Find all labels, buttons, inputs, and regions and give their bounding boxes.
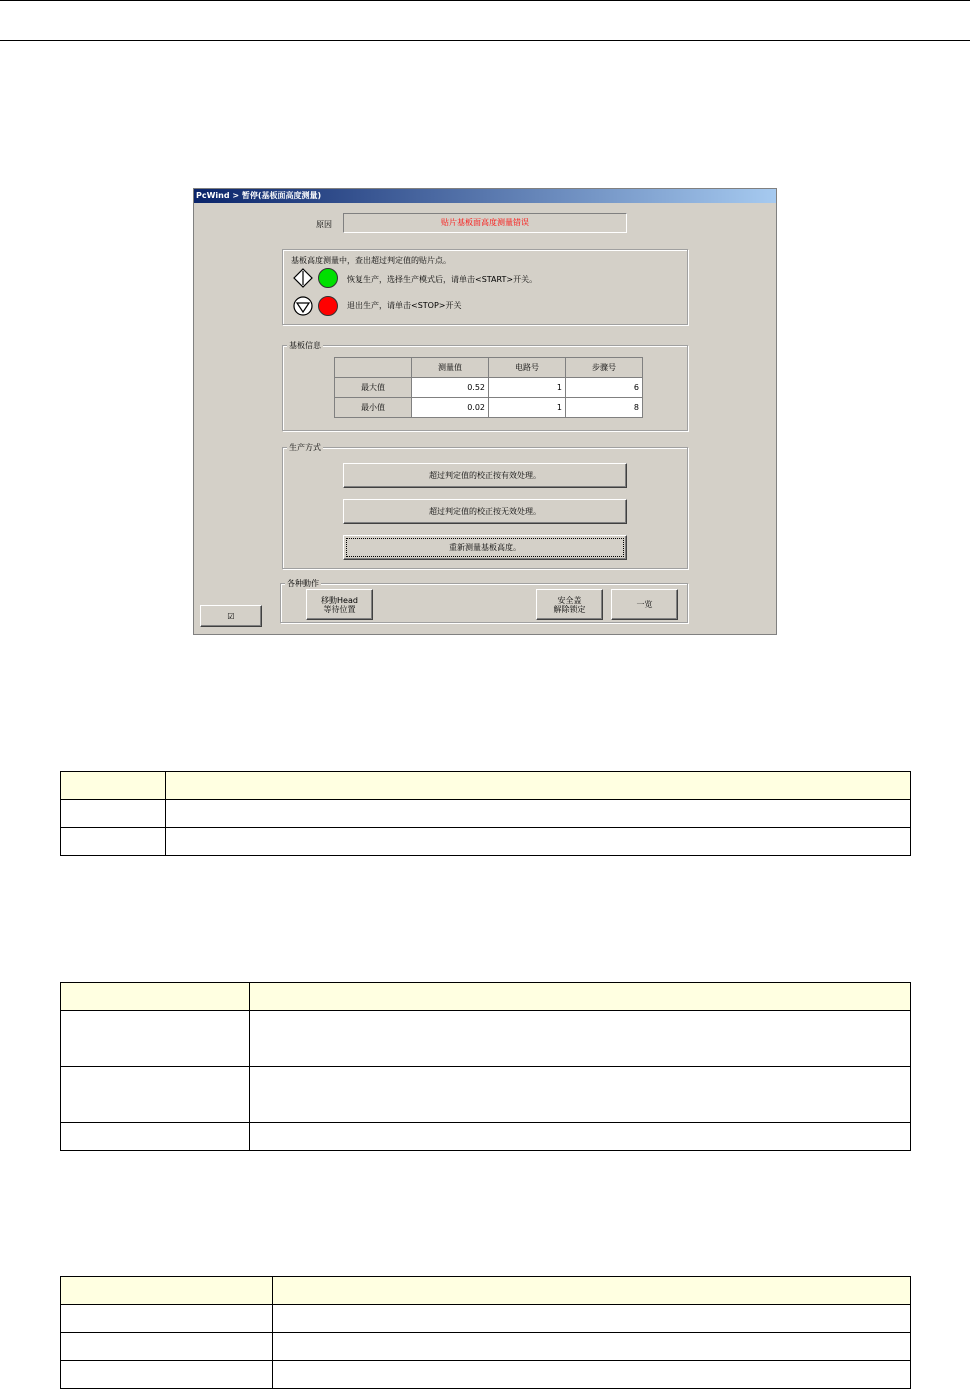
- top-rule: [0, 0, 970, 1]
- pause-dialog: [193, 188, 777, 635]
- table-cell: [250, 1011, 911, 1067]
- table-cell: [250, 983, 911, 1011]
- table-header-row: [61, 772, 911, 800]
- circuit-value: 1: [489, 378, 566, 398]
- table-cell: [61, 1333, 273, 1361]
- board-info-table: [334, 357, 643, 418]
- row-label: 最大值: [335, 378, 412, 398]
- dialog-title: PcWind > 暂停(基板面高度测量): [194, 189, 776, 203]
- measured-value: 0.52: [412, 378, 489, 398]
- table-cell: [250, 1123, 911, 1151]
- start-hint: 恢复生产，选择生产模式后，请单击<START>开关。: [347, 275, 538, 284]
- move-head-line2: 等待位置: [323, 604, 356, 614]
- table-cell: [250, 1067, 911, 1123]
- header-rule: [0, 40, 970, 41]
- table-header-row: [61, 983, 911, 1011]
- table-row: [61, 1123, 911, 1151]
- table-row: [61, 1333, 911, 1361]
- safety-line1: 安全盖: [557, 595, 582, 605]
- table-cell: [61, 1011, 250, 1067]
- board-info-header-blank: [335, 358, 412, 378]
- doc-table-2: [60, 982, 911, 1151]
- reason-field: 贴片基板面高度测量错误: [343, 213, 627, 233]
- table-cell: [61, 800, 166, 828]
- table-row: [61, 1067, 911, 1123]
- table-cell: [166, 828, 911, 856]
- table-cell: [166, 772, 911, 800]
- status-group: [282, 249, 688, 325]
- doc-table-1: [60, 771, 911, 856]
- doc-table-3: [60, 1276, 911, 1389]
- step-value: 6: [566, 378, 643, 398]
- table-row: [61, 828, 911, 856]
- table-cell: [273, 1361, 911, 1389]
- table-row: [61, 1305, 911, 1333]
- reason-label: 原因: [316, 220, 332, 229]
- measured-value: 0.02: [412, 398, 489, 418]
- table-cell: [61, 983, 250, 1011]
- stop-red-icon: [318, 296, 338, 316]
- safety-line2: 解除锁定: [553, 604, 586, 614]
- table-cell: [61, 1305, 273, 1333]
- invalid-correction-button[interactable]: 超过判定值的校正按无效处理。: [343, 499, 627, 524]
- circuit-value: 1: [489, 398, 566, 418]
- table-cell: [273, 1305, 911, 1333]
- remeasure-height-button[interactable]: 重新测量基板高度。: [343, 535, 627, 560]
- table-cell: [61, 828, 166, 856]
- board-info-header-step: 步骤号: [566, 358, 643, 378]
- valid-correction-button[interactable]: 超过判定值的校正按有效处理。: [343, 463, 627, 488]
- table-cell: [166, 800, 911, 828]
- step-value: 8: [566, 398, 643, 418]
- board-info-row-min: [335, 398, 643, 418]
- safety-cover-unlock-button[interactable]: [536, 589, 603, 620]
- check-button[interactable]: ☑: [200, 605, 262, 627]
- board-info-header-circuit: 电路号: [489, 358, 566, 378]
- table-cell: [61, 772, 166, 800]
- board-info-header-measured: 测量值: [412, 358, 489, 378]
- table-cell: [61, 1123, 250, 1151]
- table-cell: [61, 1067, 250, 1123]
- start-green-icon: [318, 268, 338, 288]
- table-header-row: [61, 1277, 911, 1305]
- board-info-header-row: [335, 358, 643, 378]
- board-info-title: 基板信息: [289, 341, 321, 350]
- table-row: [61, 1011, 911, 1067]
- move-head-line1: 移動Head: [321, 595, 358, 605]
- list-button[interactable]: 一览: [611, 589, 678, 620]
- stop-hint: 退出生产，请单击<STOP>开关: [347, 301, 462, 310]
- actions-title: 各种動作: [287, 579, 319, 588]
- start-diamond-icon: [293, 268, 313, 288]
- row-label: 最小值: [335, 398, 412, 418]
- stop-triangle-icon: [293, 296, 313, 316]
- table-cell: [61, 1361, 273, 1389]
- table-cell: [273, 1333, 911, 1361]
- table-cell: [61, 1277, 273, 1305]
- production-mode-title: 生产方式: [289, 443, 321, 452]
- table-cell: [273, 1277, 911, 1305]
- table-row: [61, 800, 911, 828]
- table-row: [61, 1361, 911, 1389]
- board-info-row-max: [335, 378, 643, 398]
- message-line: 基板高度测量中，查出超过判定值的贴片点。: [291, 256, 451, 265]
- move-head-wait-button[interactable]: [306, 589, 373, 620]
